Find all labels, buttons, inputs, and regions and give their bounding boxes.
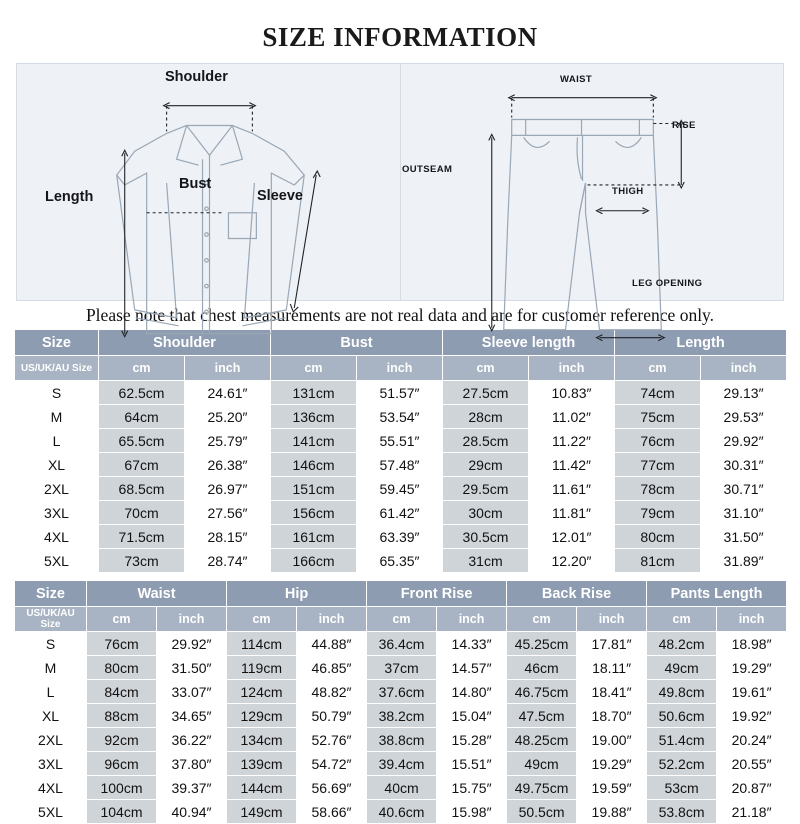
cell-value: 161cm — [271, 525, 357, 549]
cell-value: 46.85″ — [297, 656, 367, 680]
header-unit-inch-front-rise: inch — [437, 607, 507, 632]
label-waist: WAIST — [560, 74, 593, 85]
label-shoulder: Shoulder — [165, 69, 228, 85]
cell-value: 11.61″ — [529, 477, 615, 501]
cell-value: 70cm — [99, 501, 185, 525]
cell-value: 77cm — [615, 453, 701, 477]
cell-value: 29cm — [443, 453, 529, 477]
header-unit-inch-shoulder: inch — [185, 356, 271, 381]
cell-value: 139cm — [227, 752, 297, 776]
cell-value: 30.71″ — [701, 477, 787, 501]
header-unit-cm-bust: cm — [271, 356, 357, 381]
cell-value: 119cm — [227, 656, 297, 680]
cell-value: 15.04″ — [437, 704, 507, 728]
cell-value: 21.18″ — [717, 800, 787, 824]
cell-value: 61.42″ — [357, 501, 443, 525]
cell-value: 31.50″ — [701, 525, 787, 549]
row-size: 5XL — [15, 800, 87, 824]
cell-value: 11.22″ — [529, 429, 615, 453]
header-unit-inch-bust: inch — [357, 356, 443, 381]
row-size: M — [15, 656, 87, 680]
cell-value: 146cm — [271, 453, 357, 477]
cell-value: 15.51″ — [437, 752, 507, 776]
cell-value: 65.35″ — [357, 549, 443, 573]
header-unit-inch-length: inch — [701, 356, 787, 381]
table-header-groups — [15, 581, 787, 607]
table-row — [15, 429, 787, 453]
row-size: 2XL — [15, 728, 87, 752]
cell-value: 30.5cm — [443, 525, 529, 549]
cell-value: 19.61″ — [717, 680, 787, 704]
row-size: 2XL — [15, 477, 99, 501]
row-size: S — [15, 632, 87, 656]
label-thigh: THIGH — [612, 186, 644, 197]
cell-value: 124cm — [227, 680, 297, 704]
header-size: Size — [15, 330, 99, 356]
cell-value: 11.42″ — [529, 453, 615, 477]
header-group-length: Length — [615, 330, 787, 356]
cell-value: 26.38″ — [185, 453, 271, 477]
cell-value: 40cm — [367, 776, 437, 800]
cell-value: 88cm — [87, 704, 157, 728]
cell-value: 104cm — [87, 800, 157, 824]
cell-value: 12.20″ — [529, 549, 615, 573]
cell-value: 29.13″ — [701, 381, 787, 405]
cell-value: 144cm — [227, 776, 297, 800]
cell-value: 76cm — [87, 632, 157, 656]
label-rise: RISE — [672, 120, 696, 131]
cell-value: 14.80″ — [437, 680, 507, 704]
header-unit-inch-hip: inch — [297, 607, 367, 632]
row-size: L — [15, 680, 87, 704]
cell-value: 12.01″ — [529, 525, 615, 549]
row-size: 4XL — [15, 525, 99, 549]
cell-value: 31.89″ — [701, 549, 787, 573]
row-size: 5XL — [15, 549, 99, 573]
table-row — [15, 728, 787, 752]
shirt-diagram — [17, 64, 400, 300]
garment-diagram — [16, 63, 784, 301]
cell-value: 19.92″ — [717, 704, 787, 728]
cell-value: 55.51″ — [357, 429, 443, 453]
cell-value: 47.5cm — [507, 704, 577, 728]
cell-value: 18.41″ — [577, 680, 647, 704]
cell-value: 51.4cm — [647, 728, 717, 752]
cell-value: 74cm — [615, 381, 701, 405]
cell-value: 30cm — [443, 501, 529, 525]
cell-value: 19.88″ — [577, 800, 647, 824]
cell-value: 49cm — [507, 752, 577, 776]
table-row — [15, 704, 787, 728]
table-row — [15, 549, 787, 573]
cell-value: 15.98″ — [437, 800, 507, 824]
cell-value: 31.50″ — [157, 656, 227, 680]
label-leg-opening: LEG OPENING — [632, 278, 703, 289]
cell-value: 56.69″ — [297, 776, 367, 800]
cell-value: 62.5cm — [99, 381, 185, 405]
cell-value: 84cm — [87, 680, 157, 704]
pants-diagram — [400, 64, 783, 300]
cell-value: 45.25cm — [507, 632, 577, 656]
table-row — [15, 656, 787, 680]
cell-value: 64cm — [99, 405, 185, 429]
header-group-shoulder: Shoulder — [99, 330, 271, 356]
header-group-waist: Waist — [87, 581, 227, 607]
table-header-units — [15, 607, 787, 632]
row-size: S — [15, 381, 99, 405]
header-unit-inch-pants-length: inch — [717, 607, 787, 632]
cell-value: 166cm — [271, 549, 357, 573]
cell-value: 26.97″ — [185, 477, 271, 501]
table-row — [15, 501, 787, 525]
cell-value: 46cm — [507, 656, 577, 680]
header-group-pants-length: Pants Length — [647, 581, 787, 607]
cell-value: 38.2cm — [367, 704, 437, 728]
header-size: Size — [15, 581, 87, 607]
cell-value: 67cm — [99, 453, 185, 477]
table-header-units — [15, 356, 787, 381]
table-row — [15, 477, 787, 501]
header-group-hip: Hip — [227, 581, 367, 607]
cell-value: 78cm — [615, 477, 701, 501]
cell-value: 25.79″ — [185, 429, 271, 453]
header-unit-cm-length: cm — [615, 356, 701, 381]
cell-value: 114cm — [227, 632, 297, 656]
label-outseam: OUTSEAM — [402, 164, 453, 175]
table-row — [15, 752, 787, 776]
cell-value: 36.4cm — [367, 632, 437, 656]
row-size: 3XL — [15, 752, 87, 776]
cell-value: 20.24″ — [717, 728, 787, 752]
header-unit-cm-hip: cm — [227, 607, 297, 632]
cell-value: 31cm — [443, 549, 529, 573]
table-row — [15, 525, 787, 549]
cell-value: 50.79″ — [297, 704, 367, 728]
cell-value: 37.80″ — [157, 752, 227, 776]
pants-drawing — [400, 64, 783, 300]
cell-value: 34.65″ — [157, 704, 227, 728]
cell-value: 19.59″ — [577, 776, 647, 800]
table-row — [15, 776, 787, 800]
header-unit-cm-pants-length: cm — [647, 607, 717, 632]
header-us-uk-au-size: US/UK/AU Size — [15, 607, 87, 632]
cell-value: 17.81″ — [577, 632, 647, 656]
row-size: 3XL — [15, 501, 99, 525]
cell-value: 53cm — [647, 776, 717, 800]
label-bust: Bust — [179, 176, 212, 192]
label-length: Length — [45, 189, 94, 205]
cell-value: 53.54″ — [357, 405, 443, 429]
table-row — [15, 405, 787, 429]
cell-value: 14.57″ — [437, 656, 507, 680]
measurement-note: Please note that chest measurements are not real data and are for customer reference only. — [85, 305, 715, 325]
header-unit-inch-sleeve: inch — [529, 356, 615, 381]
page-title: SIZE INFORMATION — [262, 22, 538, 52]
cell-value: 37cm — [367, 656, 437, 680]
cell-value: 44.88″ — [297, 632, 367, 656]
cell-value: 36.22″ — [157, 728, 227, 752]
header-group-sleeve-length: Sleeve length — [443, 330, 615, 356]
header-group-back-rise: Back Rise — [507, 581, 647, 607]
cell-value: 71.5cm — [99, 525, 185, 549]
cell-value: 151cm — [271, 477, 357, 501]
cell-value: 30.31″ — [701, 453, 787, 477]
cell-value: 19.00″ — [577, 728, 647, 752]
cell-value: 54.72″ — [297, 752, 367, 776]
cell-value: 20.55″ — [717, 752, 787, 776]
cell-value: 18.11″ — [577, 656, 647, 680]
cell-value: 40.6cm — [367, 800, 437, 824]
cell-value: 20.87″ — [717, 776, 787, 800]
cell-value: 57.48″ — [357, 453, 443, 477]
cell-value: 39.4cm — [367, 752, 437, 776]
cell-value: 76cm — [615, 429, 701, 453]
cell-value: 80cm — [87, 656, 157, 680]
cell-value: 27.5cm — [443, 381, 529, 405]
row-size: 4XL — [15, 776, 87, 800]
cell-value: 14.33″ — [437, 632, 507, 656]
cell-value: 28.74″ — [185, 549, 271, 573]
cell-value: 19.29″ — [717, 656, 787, 680]
cell-value: 29.92″ — [701, 429, 787, 453]
cell-value: 39.37″ — [157, 776, 227, 800]
cell-value: 49cm — [647, 656, 717, 680]
cell-value: 18.98″ — [717, 632, 787, 656]
cell-value: 59.45″ — [357, 477, 443, 501]
header-unit-cm-back-rise: cm — [507, 607, 577, 632]
header-unit-inch-waist: inch — [157, 607, 227, 632]
cell-value: 134cm — [227, 728, 297, 752]
cell-value: 156cm — [271, 501, 357, 525]
cell-value: 29.92″ — [157, 632, 227, 656]
cell-value: 75cm — [615, 405, 701, 429]
cell-value: 24.61″ — [185, 381, 271, 405]
table-row — [15, 453, 787, 477]
cell-value: 79cm — [615, 501, 701, 525]
cell-value: 28.15″ — [185, 525, 271, 549]
header-unit-cm-sleeve: cm — [443, 356, 529, 381]
upper-size-table — [14, 329, 787, 573]
cell-value: 48.25cm — [507, 728, 577, 752]
cell-value: 53.8cm — [647, 800, 717, 824]
cell-value: 96cm — [87, 752, 157, 776]
cell-value: 25.20″ — [185, 405, 271, 429]
cell-value: 33.07″ — [157, 680, 227, 704]
cell-value: 11.81″ — [529, 501, 615, 525]
cell-value: 49.8cm — [647, 680, 717, 704]
cell-value: 31.10″ — [701, 501, 787, 525]
cell-value: 29.53″ — [701, 405, 787, 429]
cell-value: 92cm — [87, 728, 157, 752]
lower-size-table — [14, 580, 787, 824]
cell-value: 68.5cm — [99, 477, 185, 501]
cell-value: 11.02″ — [529, 405, 615, 429]
cell-value: 37.6cm — [367, 680, 437, 704]
cell-value: 48.82″ — [297, 680, 367, 704]
cell-value: 136cm — [271, 405, 357, 429]
cell-value: 38.8cm — [367, 728, 437, 752]
row-size: XL — [15, 704, 87, 728]
cell-value: 29.5cm — [443, 477, 529, 501]
cell-value: 81cm — [615, 549, 701, 573]
table-row — [15, 680, 787, 704]
cell-value: 63.39″ — [357, 525, 443, 549]
header-group-bust: Bust — [271, 330, 443, 356]
cell-value: 51.57″ — [357, 381, 443, 405]
cell-value: 49.75cm — [507, 776, 577, 800]
header-unit-cm-waist: cm — [87, 607, 157, 632]
cell-value: 50.6cm — [647, 704, 717, 728]
cell-value: 19.29″ — [577, 752, 647, 776]
cell-value: 52.2cm — [647, 752, 717, 776]
header-us-uk-au-size: US/UK/AU Size — [15, 356, 99, 381]
cell-value: 18.70″ — [577, 704, 647, 728]
row-size: L — [15, 429, 99, 453]
cell-value: 58.66″ — [297, 800, 367, 824]
row-size: XL — [15, 453, 99, 477]
cell-value: 65.5cm — [99, 429, 185, 453]
cell-value: 28cm — [443, 405, 529, 429]
header-group-front-rise: Front Rise — [367, 581, 507, 607]
cell-value: 27.56″ — [185, 501, 271, 525]
cell-value: 149cm — [227, 800, 297, 824]
cell-value: 10.83″ — [529, 381, 615, 405]
table-header-groups — [15, 330, 787, 356]
cell-value: 80cm — [615, 525, 701, 549]
cell-value: 73cm — [99, 549, 185, 573]
cell-value: 131cm — [271, 381, 357, 405]
cell-value: 48.2cm — [647, 632, 717, 656]
cell-value: 46.75cm — [507, 680, 577, 704]
cell-value: 100cm — [87, 776, 157, 800]
table-row — [15, 632, 787, 656]
label-sleeve: Sleeve — [257, 188, 303, 204]
cell-value: 50.5cm — [507, 800, 577, 824]
cell-value: 141cm — [271, 429, 357, 453]
table-row — [15, 381, 787, 405]
row-size: M — [15, 405, 99, 429]
cell-value: 15.75″ — [437, 776, 507, 800]
header-unit-cm-shoulder: cm — [99, 356, 185, 381]
cell-value: 28.5cm — [443, 429, 529, 453]
cell-value: 15.28″ — [437, 728, 507, 752]
cell-value: 52.76″ — [297, 728, 367, 752]
header-unit-cm-front-rise: cm — [367, 607, 437, 632]
header-unit-inch-back-rise: inch — [577, 607, 647, 632]
cell-value: 40.94″ — [157, 800, 227, 824]
cell-value: 129cm — [227, 704, 297, 728]
table-row — [15, 800, 787, 824]
